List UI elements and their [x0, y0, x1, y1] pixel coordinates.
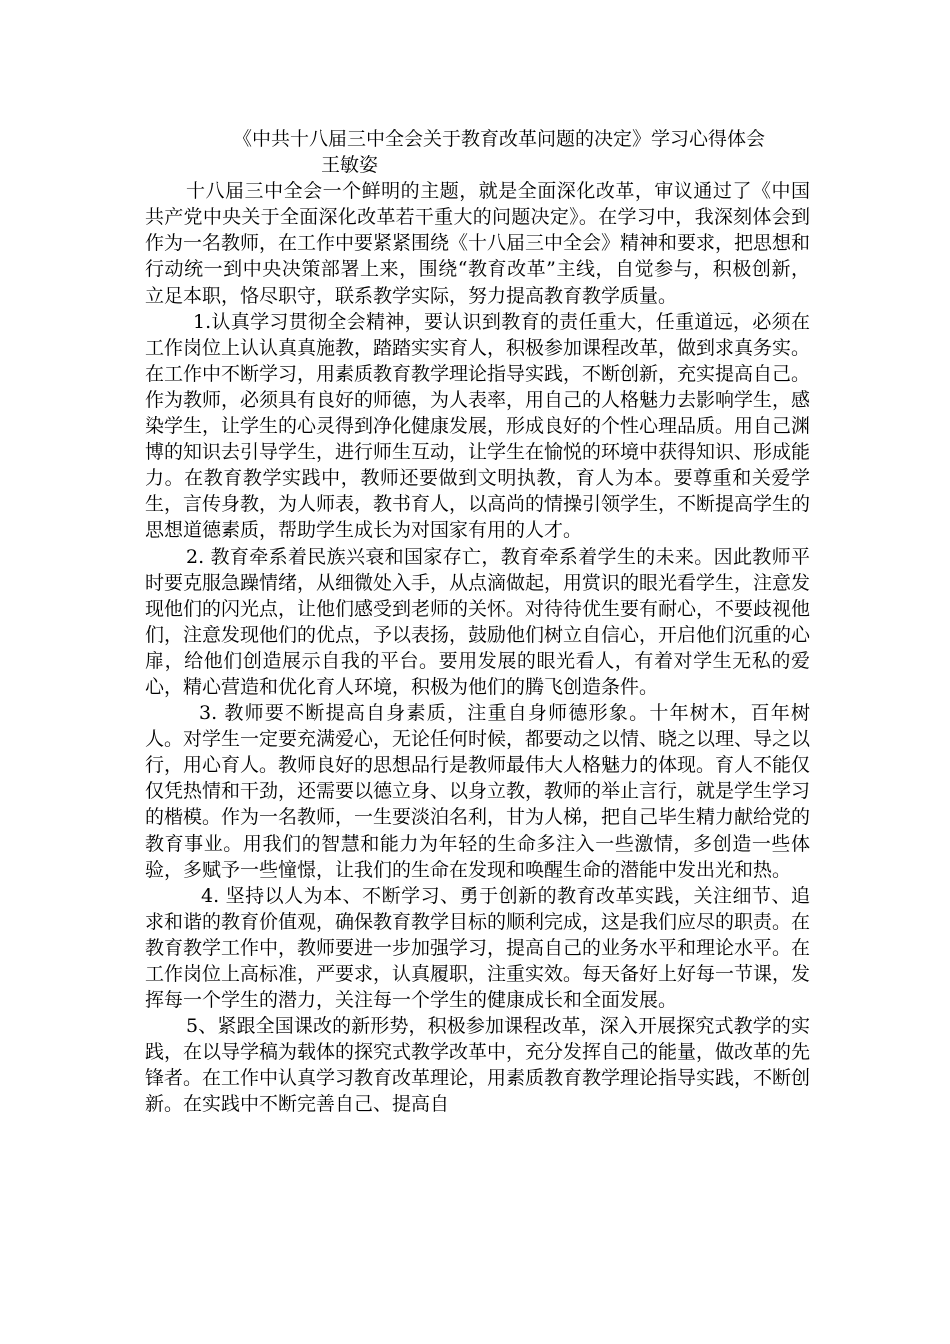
paragraph-1: 1.认真学习贯彻全会精神，要认识到教育的责任重大，任重道远，必须在工作岗位上认认真真施教，踏踏实实育人，积极参加课程改革，做到求真务实。在工作中不断学习，用素质教育教学理论指导实践，不断创新，充实提高自己。作为教师，必须具有良好的师德，为人表率，用自己的人格魅力去影响学生，感染学生，让学生的心灵得到净化健康发展，形成良好的个性心理品质。用自己渊博的知识去引导学生，进行师生互动，让学生在愉悦的环境中获得知识、形成能力。在教育教学实践中，教师还要做到文明执教，育人为本。要尊重和关爱学生，言传身教，为人师表，教书育人，以高尚的情操引领学生，不断提高学生的思想道德素质，帮助学生成长为对国家有用的人才。	[145, 310, 811, 542]
paragraph-4: 4. 坚持以人为本、不断学习、勇于创新的教育改革实践，关注细节、追求和谐的教育价值观，确保教育教学目标的顺利完成，这是我们应尽的职责。在教育教学工作中，教师要进一步加强学习，提高自己的业务水平和理论水平。在工作岗位上高标准，严要求，认真履职，注重实效。每天备好上好每一节课，发挥每一个学生的潜力，关注每一个学生的健康成长和全面发展。	[145, 884, 811, 1012]
paragraph-5: 5、紧跟全国课改的新形势，积极参加课程改革，深入开展探究式教学的实践，在以导学稿为载体的探究式教学改革中，充分发挥自己的能量，做改革的先锋者。在工作中认真学习教育改革理论，用素质教育教学理论指导实践，不断创新。在实践中不断完善自己、提高自	[145, 1015, 811, 1116]
document-page	[145, 126, 810, 1118]
paragraph-2: 2. 教育牵系着民族兴衰和国家存亡，教育牵系着学生的未来。因此教师平时要克服急躁情绪，从细微处入手，从点滴做起，用赏识的眼光看学生，注意发现他们的闪光点，让他们感受到老师的关怀。对待待优生要有耐心，不要歧视他们，注意发现他们的优点，予以表扬，鼓励他们树立自信心，开启他们沉重的心扉，给他们创造展示自我的平台。要用发展的眼光看人，有着对学生无私的爱心，精心营造和优化育人环境，积极为他们的腾飞创造条件。	[145, 545, 811, 698]
author-name: 王敏姿	[321, 154, 379, 177]
paragraph-intro: 十八届三中全会一个鲜明的主题，就是全面深化改革，审议通过了《中国共产党中央关于全面深化改革若干重大的问题决定》。在学习中，我深刻体会到作为一名教师，在工作中要紧紧围绕《十八届三中全会》精神和要求，把思想和行动统一到中央决策部署上来，围绕“教育改革”主线，自觉参与，积极创新，立足本职，恪尽职守，联系教学实际，努力提高教育教学质量。	[145, 180, 811, 307]
paragraph-3: 3. 教师要不断提高自身素质，注重自身师德形象。十年树木，百年树人。对学生一定要充满爱心，无论任何时候，都要动之以情、晓之以理、导之以行，用心育人。教师良好的思想品行是教师最伟大人格魅力的体现。育人不能仅仅凭热情和干劲，还需要以德立身、以身立教，教师的举止言行，就是学生学习的楷模。作为一名教师，一生要淡泊名利，甘为人梯，把自己毕生精力献给党的教育事业。用我们的智慧和能力为年轻的生命多注入一些激情，多创造一些体验，多赋予一些憧憬，让我们的生命在发现和唤醒生命的潜能中发出光和热。	[145, 702, 811, 881]
document-title: 《中共十八届三中全会关于教育改革问题的决定》学习心得体会	[233, 128, 766, 150]
